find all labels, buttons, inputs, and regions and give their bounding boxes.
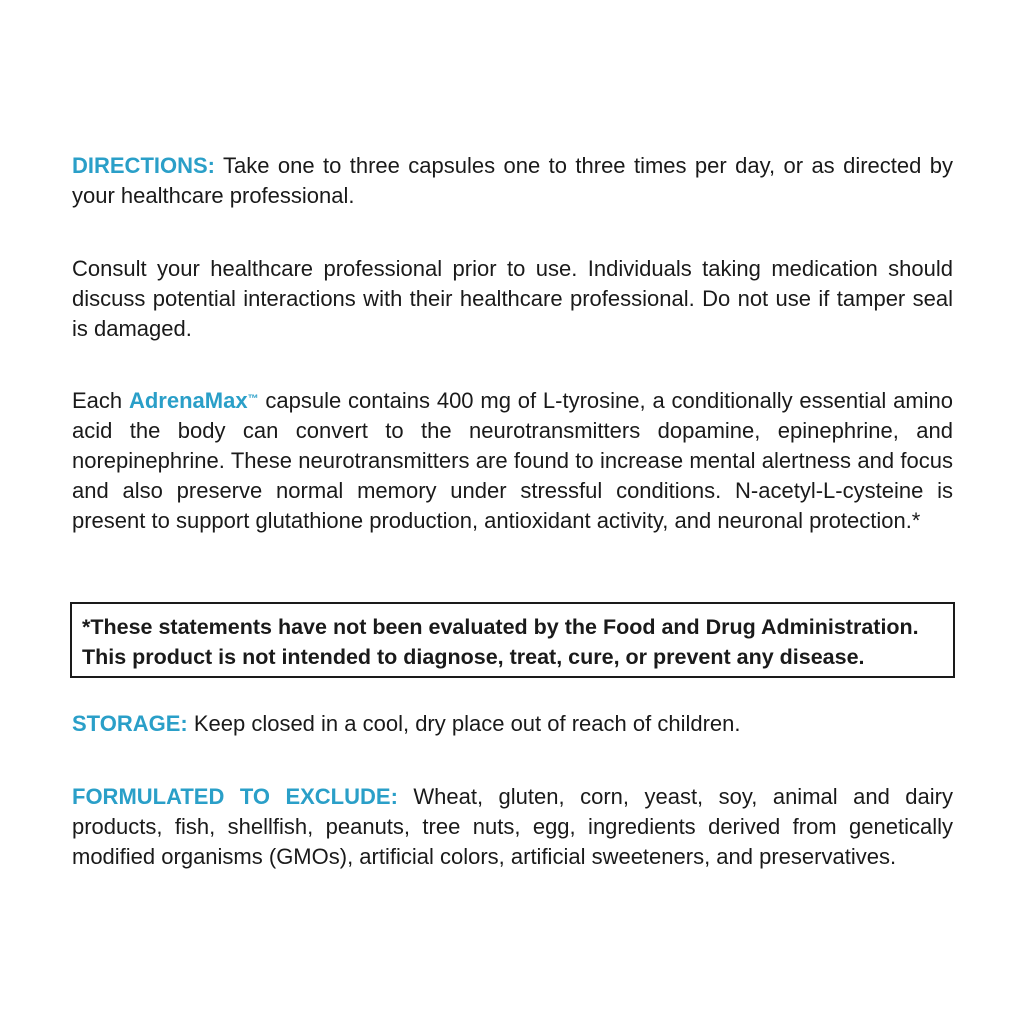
consult-section [72, 254, 953, 344]
description-text: capsule contains 400 mg of L-tyrosine, a conditionally essential amino acid the body can convert to the neurotransmitters dopamine, epinephrine, and norepinephrine. These neurotransmitters are found to increase mental alertness and focus and also preserve normal memory under stressful conditions. N-acetyl-L-cysteine is present to support glutathione production, antioxidant activity, and neuronal protection.* [72, 388, 953, 533]
product-description-section [72, 386, 953, 536]
fda-disclaimer-box [70, 602, 955, 678]
disclaimer-line-1: *These statements have not been evaluated by the Food and Drug Administration. [82, 615, 919, 639]
directions-paragraph [72, 151, 953, 211]
description-prefix: Each [72, 388, 129, 413]
disclaimer-line-2: This product is not intended to diagnose, treat, cure, or prevent any disease. [82, 645, 865, 669]
consult-text: Consult your healthcare professional prior to use. Individuals taking medication should discuss potential interactions with their healthcare professional. Do not use if tamper seal is damaged. [72, 256, 953, 341]
storage-paragraph [72, 709, 953, 739]
directions-text: Take one to three capsules one to three times per day, or as directed by your healthcare professional. [72, 153, 953, 208]
product-description-paragraph [72, 386, 953, 536]
directions-heading: DIRECTIONS: [72, 153, 215, 178]
storage-heading: STORAGE: [72, 711, 188, 736]
storage-text: Keep closed in a cool, dry place out of reach of children. [187, 711, 741, 736]
storage-section [72, 709, 953, 739]
trademark-symbol: ™ [247, 393, 259, 405]
exclude-text: Wheat, gluten, corn, yeast, soy, animal and dairy products, fish, shellfish, peanuts, tree nuts, egg, ingredients derived from genetically modified organisms (GMOs), artificial colors, artificial sweeteners, and preservatives. [72, 784, 953, 869]
formulated-to-exclude-section [72, 782, 953, 872]
directions-section [72, 151, 953, 211]
exclude-paragraph [72, 782, 953, 872]
exclude-heading: FORMULATED TO EXCLUDE: [72, 784, 398, 809]
brand-name: AdrenaMax [128, 388, 248, 413]
